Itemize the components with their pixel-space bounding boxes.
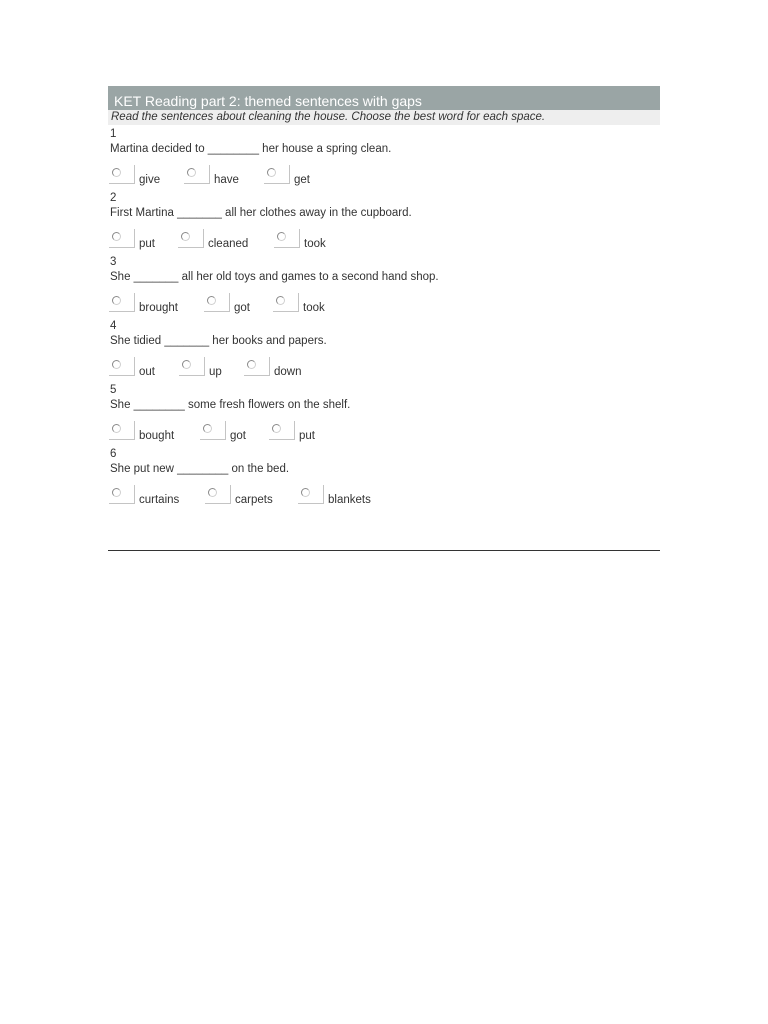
radio-circle-icon	[272, 424, 281, 433]
radio-circle-icon	[187, 168, 196, 177]
option-label: up	[209, 366, 222, 378]
question-2	[108, 189, 660, 253]
option-got[interactable]	[200, 421, 269, 443]
question-text: She ________ some fresh flowers on the shelf.	[110, 399, 351, 411]
option-down[interactable]	[244, 357, 302, 379]
radio-button[interactable]	[264, 165, 290, 184]
question-text: She put new ________ on the bed.	[110, 463, 290, 475]
radio-circle-icon	[301, 488, 310, 497]
question-6	[108, 445, 660, 509]
radio-button[interactable]	[274, 229, 300, 248]
question-number: 6	[110, 448, 117, 460]
option-label: got	[230, 430, 246, 442]
radio-circle-icon	[181, 232, 190, 241]
option-label: took	[304, 238, 326, 250]
option-label: took	[303, 302, 325, 314]
radio-button[interactable]	[178, 229, 204, 248]
question-text: She tidied _______ her books and papers.	[110, 335, 327, 347]
option-put[interactable]	[109, 229, 178, 251]
radio-circle-icon	[277, 232, 286, 241]
radio-circle-icon	[182, 360, 191, 369]
radio-button[interactable]	[200, 421, 226, 440]
radio-button[interactable]	[269, 421, 295, 440]
radio-circle-icon	[112, 232, 121, 241]
radio-circle-icon	[112, 296, 121, 305]
radio-button[interactable]	[204, 293, 230, 312]
question-3	[108, 253, 660, 317]
option-label: blankets	[328, 494, 371, 506]
option-label: got	[234, 302, 250, 314]
question-number: 2	[110, 192, 117, 204]
radio-button[interactable]	[109, 229, 135, 248]
question-5	[108, 381, 660, 445]
question-text: She _______ all her old toys and games to a second hand shop.	[110, 271, 439, 283]
options-group	[109, 421, 315, 443]
radio-button[interactable]	[109, 165, 135, 184]
radio-circle-icon	[112, 360, 121, 369]
radio-button[interactable]	[109, 357, 135, 376]
radio-button[interactable]	[109, 293, 135, 312]
option-give[interactable]	[109, 165, 184, 187]
option-label: put	[299, 430, 315, 442]
option-label: bought	[139, 430, 175, 442]
option-put[interactable]	[269, 421, 315, 443]
question-number: 1	[110, 128, 117, 140]
radio-button[interactable]	[244, 357, 270, 376]
option-label: brought	[139, 302, 179, 314]
quiz-sheet	[108, 86, 660, 509]
radio-circle-icon	[203, 424, 212, 433]
radio-button[interactable]	[109, 421, 135, 440]
option-label: out	[139, 366, 155, 378]
radio-circle-icon	[267, 168, 276, 177]
question-1	[108, 125, 660, 189]
option-carpets[interactable]	[205, 485, 298, 507]
option-label: have	[214, 174, 239, 186]
radio-button[interactable]	[273, 293, 299, 312]
radio-button[interactable]	[184, 165, 210, 184]
radio-circle-icon	[276, 296, 285, 305]
radio-circle-icon	[207, 296, 216, 305]
radio-circle-icon	[112, 424, 121, 433]
option-up[interactable]	[179, 357, 244, 379]
option-label: get	[294, 174, 310, 186]
option-label: give	[139, 174, 161, 186]
options-group	[109, 485, 371, 507]
option-brought[interactable]	[109, 293, 204, 315]
page-title: KET Reading part 2: themed sentences with gaps	[108, 86, 660, 110]
option-label: curtains	[139, 494, 180, 506]
option-have[interactable]	[184, 165, 264, 187]
divider	[108, 550, 660, 551]
options-group	[109, 293, 325, 315]
radio-circle-icon	[112, 168, 121, 177]
option-label: put	[139, 238, 155, 250]
option-took[interactable]	[274, 229, 326, 251]
option-label: cleaned	[208, 238, 249, 250]
radio-button[interactable]	[298, 485, 324, 504]
options-group	[109, 229, 326, 251]
option-get[interactable]	[264, 165, 310, 187]
option-took[interactable]	[273, 293, 325, 315]
question-text: Martina decided to ________ her house a spring clean.	[110, 143, 392, 155]
option-label: carpets	[235, 494, 273, 506]
question-4	[108, 317, 660, 381]
question-number: 4	[110, 320, 117, 332]
radio-button[interactable]	[205, 485, 231, 504]
radio-circle-icon	[112, 488, 121, 497]
option-out[interactable]	[109, 357, 179, 379]
instructions: Read the sentences about cleaning the house. Choose the best word for each space.	[108, 110, 660, 125]
question-number: 5	[110, 384, 117, 396]
question-text: First Martina _______ all her clothes away in the cupboard.	[110, 207, 412, 219]
option-got[interactable]	[204, 293, 273, 315]
option-cleaned[interactable]	[178, 229, 274, 251]
radio-circle-icon	[247, 360, 256, 369]
option-curtains[interactable]	[109, 485, 205, 507]
options-group	[109, 165, 310, 187]
radio-button[interactable]	[109, 485, 135, 504]
option-bought[interactable]	[109, 421, 200, 443]
radio-button[interactable]	[179, 357, 205, 376]
radio-circle-icon	[208, 488, 217, 497]
question-number: 3	[110, 256, 117, 268]
option-label: down	[274, 366, 302, 378]
options-group	[109, 357, 302, 379]
option-blankets[interactable]	[298, 485, 371, 507]
